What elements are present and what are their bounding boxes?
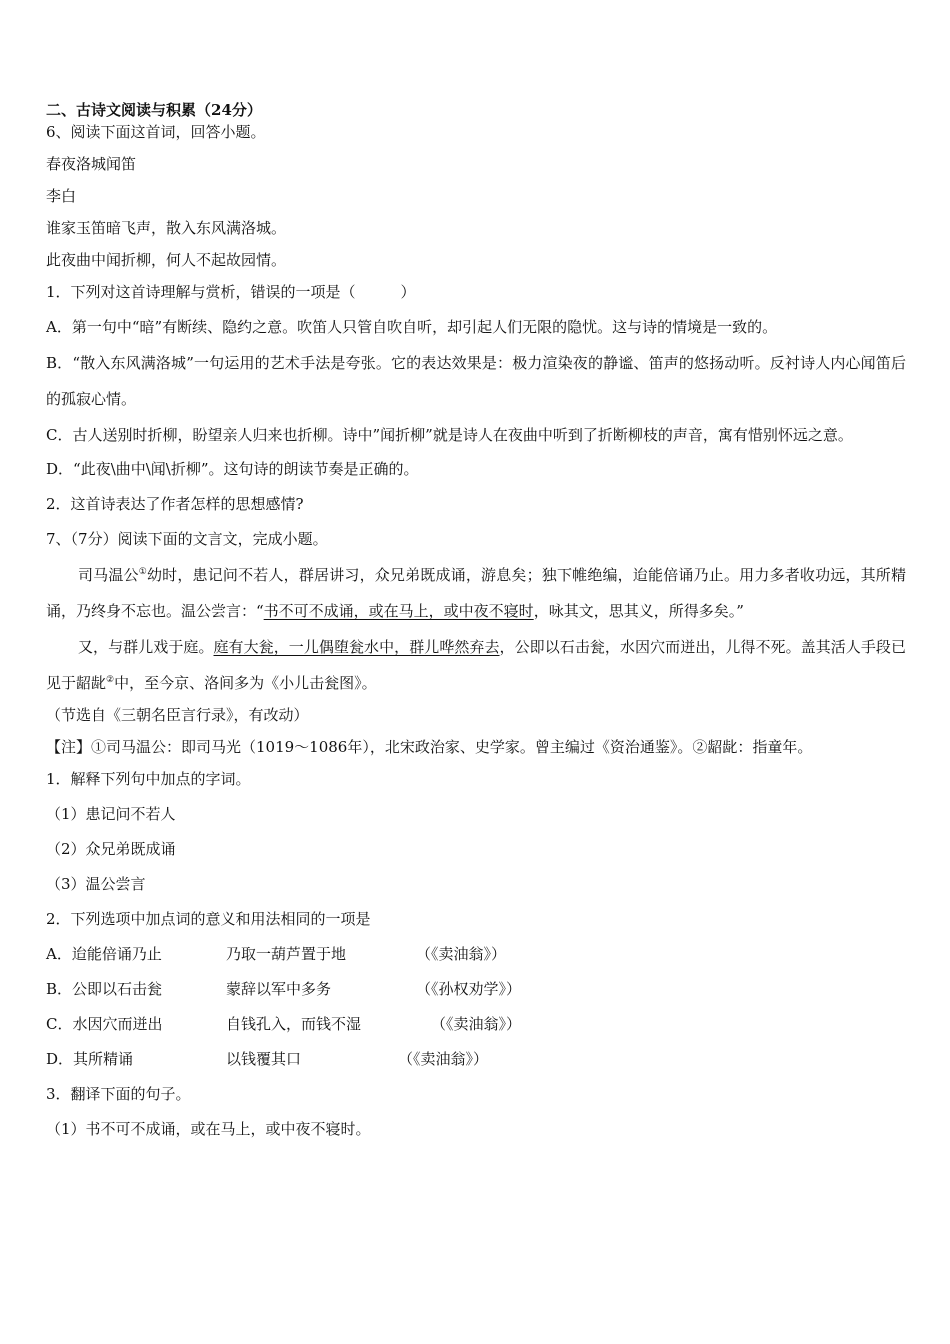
q7-sub2-option-c <box>46 1014 906 1034</box>
option-label: B．公即以石击瓮 <box>46 980 163 998</box>
q7-intro: 7、（7分）阅读下面的文言文，完成小题。 <box>46 530 328 548</box>
section-title: 二、古诗文阅读与积累（24分） <box>46 101 262 119</box>
passage-source: （节选自《三朝名臣言行录》，有改动） <box>46 706 309 724</box>
q7-sub2-option-d <box>46 1049 906 1069</box>
poem-line-2: 此夜曲中闻折柳，何人不起故园情。 <box>46 251 287 269</box>
q7-sub2-option-a <box>46 944 906 964</box>
footnote-marker-2: ② <box>106 675 115 685</box>
passage-paragraph-1 <box>46 557 906 629</box>
passage-p1-a: 司马温公 <box>78 566 139 584</box>
passage-p2-underlined: 庭有大瓮，一儿偶堕瓮水中，群儿哗然弃去 <box>213 638 500 656</box>
footnote-marker-1: ① <box>138 567 147 577</box>
poem-author: 李白 <box>46 187 77 205</box>
q7-sub2: 2．下列选项中加点词的意义和用法相同的一项是 <box>46 910 371 928</box>
passage-note: 【注】①司马温公：即司马光（1019～1086年），北宋政治家、史学家。曾主编过《资治通鉴》。②龆龀：指童年。 <box>46 738 813 756</box>
option-label: C．水因穴而迸出 <box>46 1015 163 1033</box>
passage-p1-b: 幼时，患记问不若人，群居讲习，众兄弟既成诵，游息矣；独下帷绝编，迨能倍诵乃止。用力多者收功远，其所精诵，乃终身不忘也。温公尝言：“ <box>46 566 906 620</box>
q7-sub1: 1．解释下列句中加点的字词。 <box>46 770 251 788</box>
passage-p1-underlined: 书不可不成诵，或在马上，或中夜不寝时 <box>263 602 534 620</box>
q7-sub1-item-3: （3）温公尝言 <box>46 875 146 893</box>
passage-p2-a: 又，与群儿戏于庭。 <box>78 638 214 656</box>
q6-option-c: C．古人送别时折柳，盼望亲人归来也折柳。诗中”闻折柳”就是诗人在夜曲中听到了折断柳枝的声音，寓有惜别怀远之意。 <box>46 426 853 444</box>
q6-option-d: D．“此夜\曲中\闻\折柳”。这句诗的朗读节奏是正确的。 <box>46 460 419 478</box>
q7-sub1-item-2: （2）众兄弟既成诵 <box>46 840 176 858</box>
q6-sub1: 1．下列对这首诗理解与赏析，错误的一项是（ ） <box>46 283 416 301</box>
option-compare: 蒙辞以军中多务 <box>226 980 332 998</box>
exam-page <box>46 100 906 1139</box>
option-source: （《卖油翁》） <box>416 945 507 963</box>
q7-sub2-option-b <box>46 979 906 999</box>
passage-p2-b: ，公即以石击瓮，水因穴而迸出，儿得不死。盖其活人手段已见于龆龀 <box>46 638 906 692</box>
option-source: （《卖油翁》） <box>431 1015 522 1033</box>
passage-paragraph-2 <box>46 629 906 701</box>
passage-p1-c: ，咏其文，思其义，所得多矣。” <box>533 602 744 620</box>
poem-title: 春夜洛城闻笛 <box>46 155 137 173</box>
q7-sub3-item-1: （1）书不可不成诵，或在马上，或中夜不寝时。 <box>46 1120 371 1138</box>
option-source: （《卖油翁》） <box>398 1050 489 1068</box>
option-compare: 自钱孔入，而钱不湿 <box>226 1015 362 1033</box>
passage-p2-c: 中，至今京、洛间多为《小儿击瓮图》。 <box>114 674 377 692</box>
q7-sub3: 3．翻译下面的句子。 <box>46 1085 191 1103</box>
q6-intro: 6、阅读下面这首词，回答小题。 <box>46 123 266 141</box>
poem-line-1: 谁家玉笛暗飞声，散入东风满洛城。 <box>46 219 287 237</box>
q6-option-a: A．第一句中“暗”有断续、隐约之意。吹笛人只管自吹自听，却引起人们无限的隐忧。这与诗的情境是一致的。 <box>46 318 778 336</box>
q6-sub2: 2．这首诗表达了作者怎样的思想感情? <box>46 495 304 513</box>
q6-option-b: B．“散入东风满洛城”一句运用的艺术手法是夸张。它的表达效果是：极力渲染夜的静谧、笛声的悠扬动听。反衬诗人内心闻笛后的孤寂心情。 <box>46 354 906 408</box>
option-source: （《孙权劝学》） <box>416 980 522 998</box>
option-compare: 以钱覆其口 <box>226 1050 302 1068</box>
option-label: D．其所精诵 <box>46 1050 134 1068</box>
option-compare: 乃取一葫芦置于地 <box>226 945 347 963</box>
q7-sub1-item-1: （1）患记问不若人 <box>46 805 176 823</box>
option-label: A．迨能倍诵乃止 <box>46 945 162 963</box>
